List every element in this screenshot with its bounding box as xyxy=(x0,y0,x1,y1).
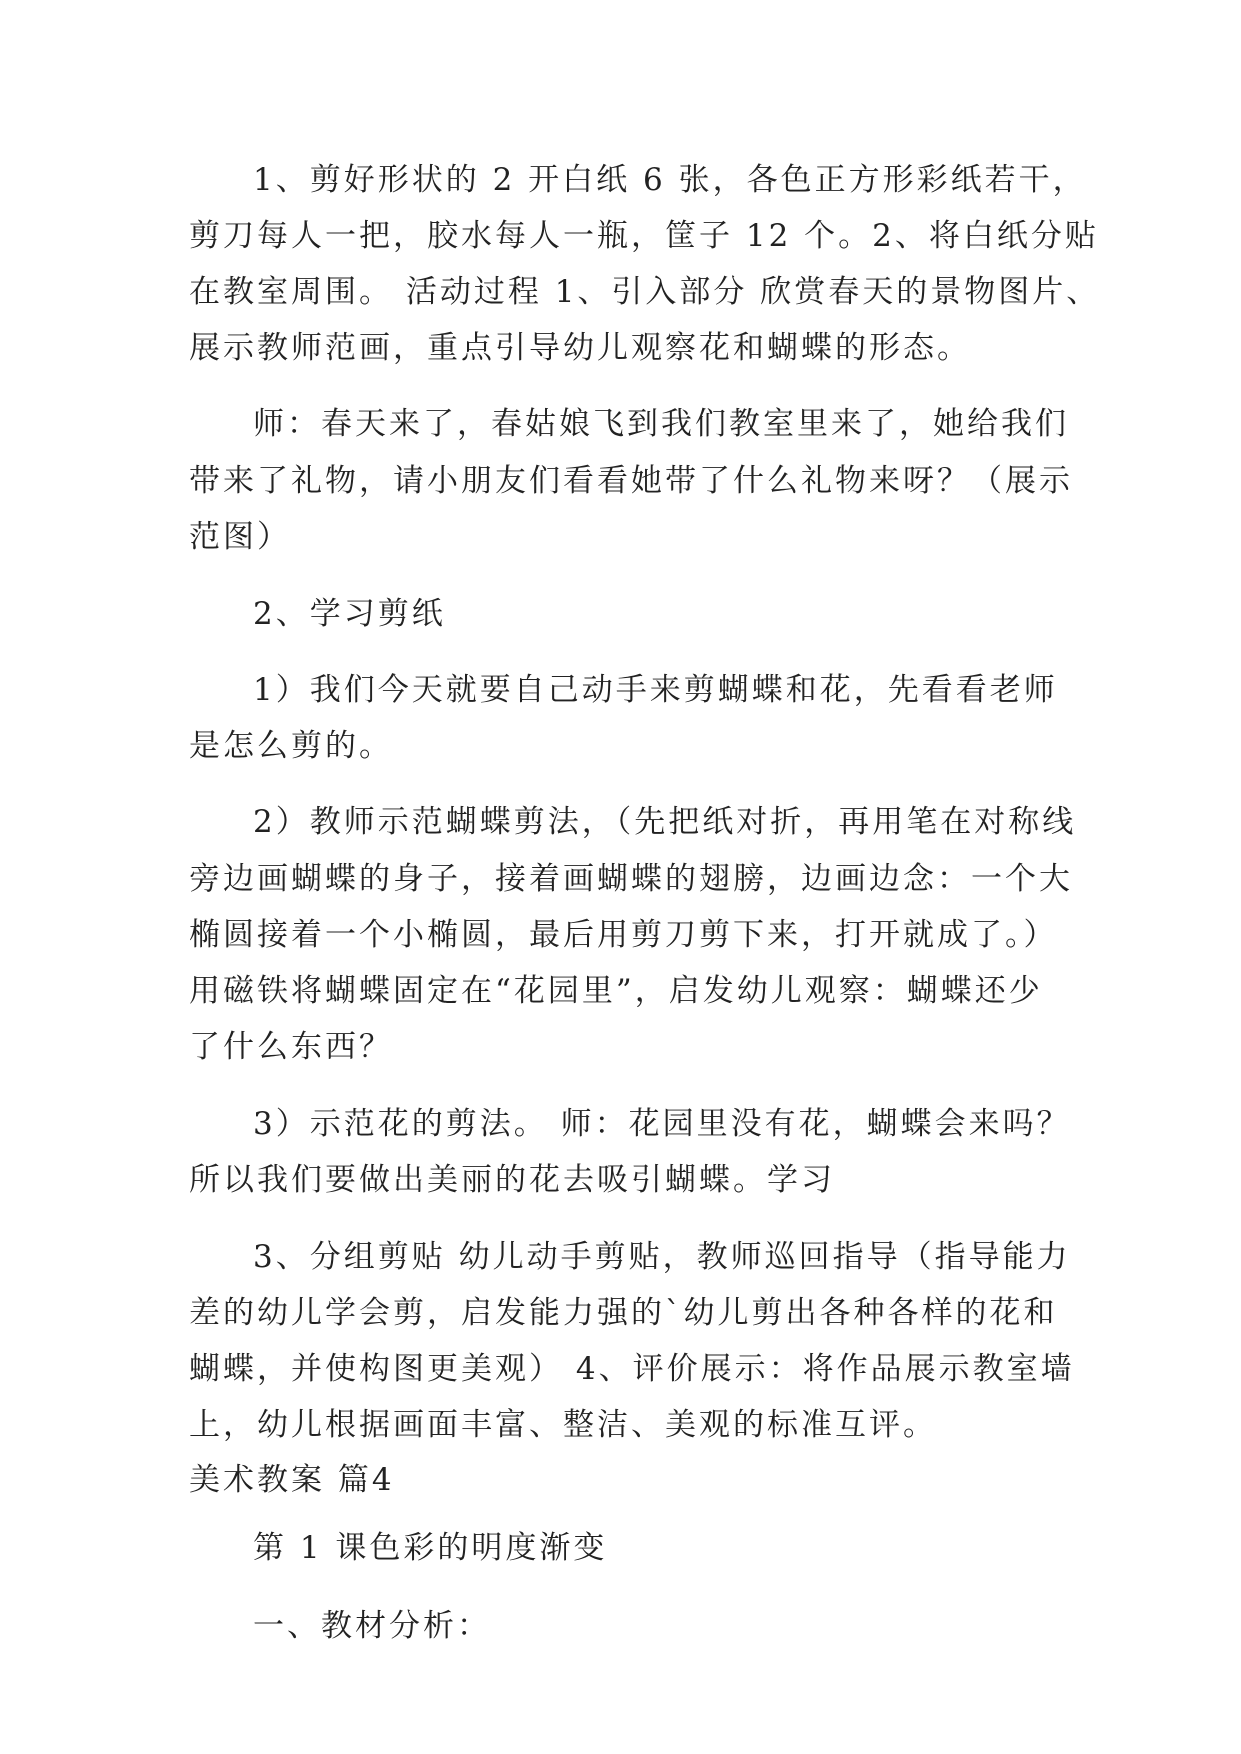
paragraph-line: 上，幼儿根据画面丰富、整洁、美观的标准互评。 xyxy=(189,1407,937,1443)
paragraph-line: 用磁铁将蝴蝶固定在“花园里”，启发幼儿观察：蝴蝶还少 xyxy=(189,973,1043,1009)
section-title: 美术教案 篇4 xyxy=(189,1462,395,1498)
paragraph-line: 所以我们要做出美丽的花去吸引蝴蝶。学习 xyxy=(189,1162,835,1198)
paragraph-line: 椭圆接着一个小椭圆，最后用剪刀剪下来，打开就成了。） xyxy=(189,917,1058,953)
paragraph-line: 差的幼儿学会剪，启发能力强的`幼儿剪出各种各样的花和 xyxy=(189,1295,1058,1331)
paragraph-line: 1）我们今天就要自己动手来剪蝴蝶和花，先看看老师 xyxy=(253,672,1058,708)
paragraph-line: 师：春天来了，春姑娘飞到我们教室里来了，她给我们 xyxy=(253,406,1069,442)
paragraph-line: 3、分组剪贴 幼儿动手剪贴，教师巡回指导（指导能力 xyxy=(253,1239,1071,1275)
paragraph-line: 展示教师范画，重点引导幼儿观察花和蝴蝶的形态。 xyxy=(189,330,971,366)
paragraph-line: 2）教师示范蝴蝶剪法，（先把纸对折，再用笔在对称线 xyxy=(253,804,1077,840)
lesson-title: 第 1 课色彩的明度渐变 xyxy=(253,1530,608,1566)
section-heading: 2、学习剪纸 xyxy=(253,596,446,632)
paragraph-line: 3）示范花的剪法。 师：花园里没有花，蝴蝶会来吗？ xyxy=(253,1106,1071,1142)
subsection-heading: 一、教材分析： xyxy=(253,1608,491,1644)
paragraph-line: 在教室周围。 活动过程 1、引入部分 欣赏春天的景物图片、 xyxy=(189,274,1101,310)
paragraph-line: 蝴蝶，并使构图更美观） 4、评价展示：将作品展示教室墙 xyxy=(189,1351,1075,1387)
paragraph-line: 带来了礼物，请小朋友们看看她带了什么礼物来呀？（展示 xyxy=(189,463,1073,499)
paragraph-line: 剪刀每人一把，胶水每人一瓶，筐子 12 个。2、将白纸分贴 xyxy=(189,218,1099,254)
paragraph-line: 是怎么剪的。 xyxy=(189,728,393,764)
paragraph-line: 1、剪好形状的 2 开白纸 6 张，各色正方形彩纸若干， xyxy=(253,162,1087,198)
paragraph-line: 范图） xyxy=(189,519,291,555)
paragraph-line: 旁边画蝴蝶的身子，接着画蝴蝶的翅膀，边画边念：一个大 xyxy=(189,861,1073,897)
paragraph-line: 了什么东西？ xyxy=(189,1029,393,1065)
